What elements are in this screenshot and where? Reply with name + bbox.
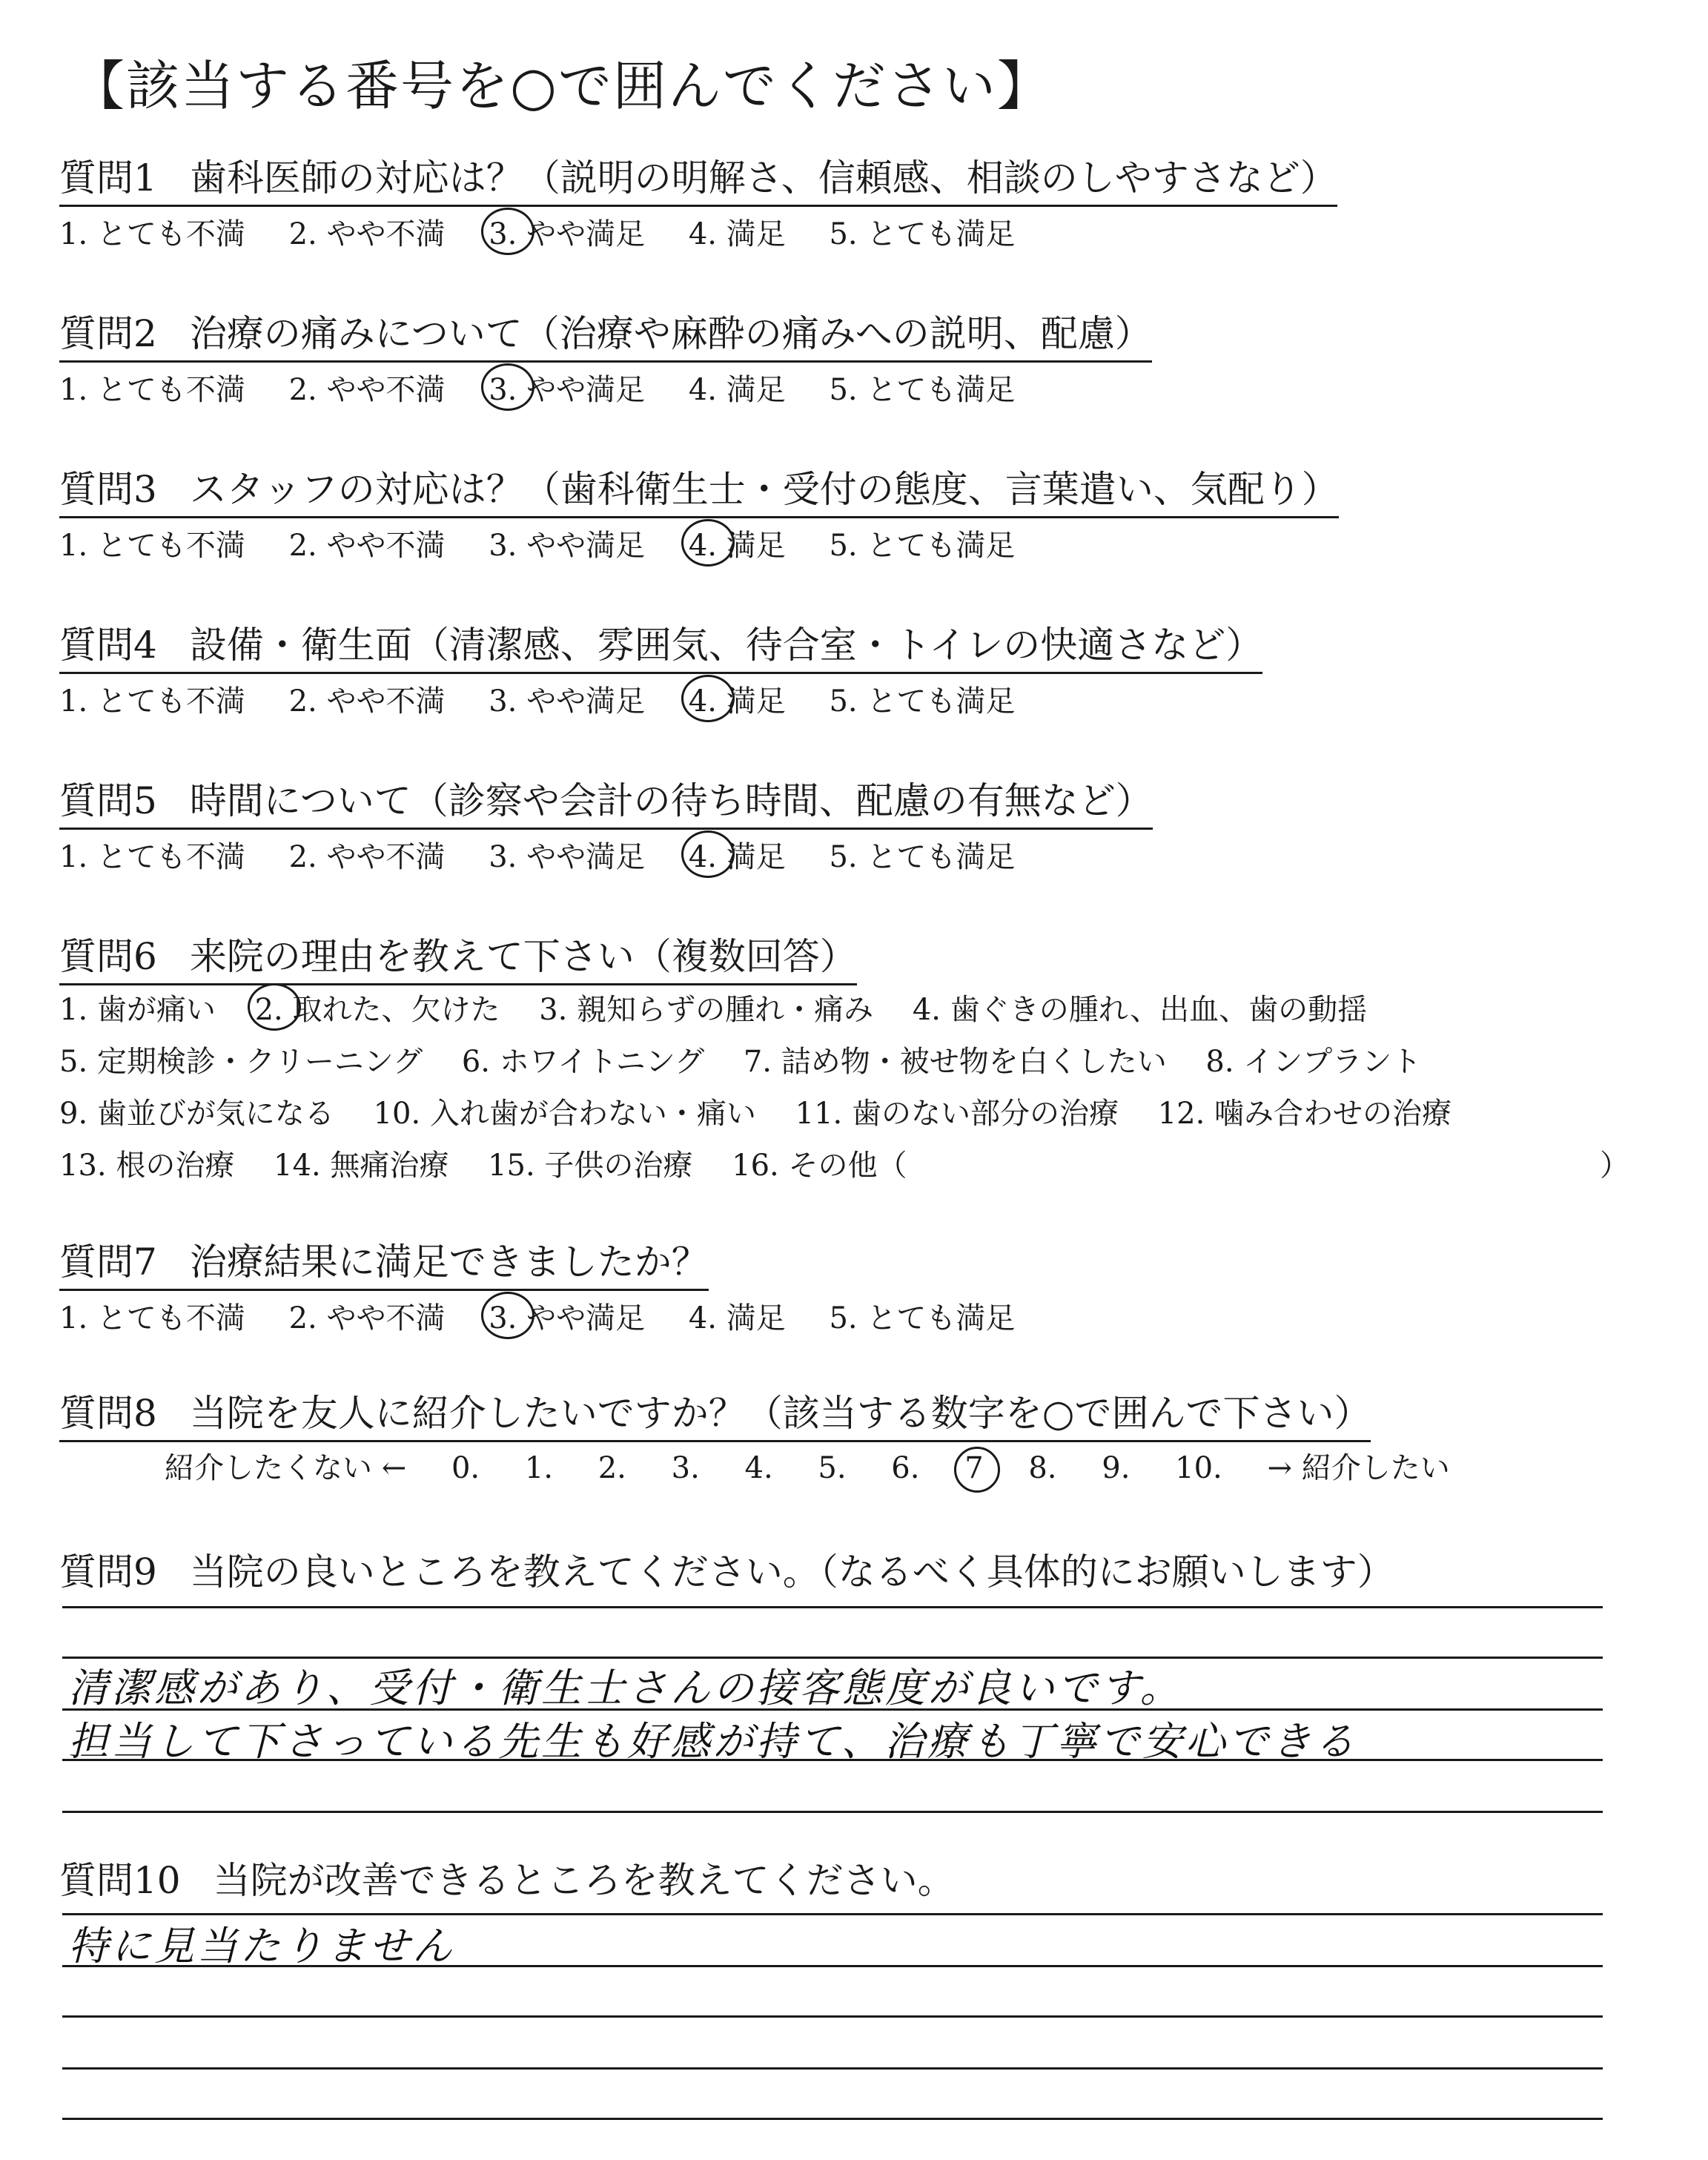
question-number: 質問9 [59, 1550, 157, 1593]
question-6-row-3 [59, 1090, 1481, 1132]
option-2[interactable]: 2. やや不満 [288, 1301, 446, 1335]
question-text: 当院の良いところを教えてください。（なるべく具体的にお願いします） [189, 1550, 1394, 1593]
scale-right-label: → 紹介したい [1267, 1451, 1450, 1485]
scale-8[interactable]: 8. [1028, 1451, 1057, 1485]
q9-handwritten-answer-1[interactable]: 清潔感があり、受付・衛生士さんの接客態度が良いです。 [68, 1665, 1183, 1711]
answer-line [62, 2118, 1603, 2120]
scale-7-selected[interactable]: 7 [964, 1451, 984, 1485]
option-1[interactable]: 1. とても不満 [59, 529, 245, 563]
reason-7[interactable]: 7. 詰め物・被せ物を白くしたい [743, 1045, 1167, 1079]
question-text: 来院の理由を教えて下さい（複数回答） [189, 935, 857, 978]
question-number: 質問4 [59, 624, 157, 667]
scale-6[interactable]: 6. [891, 1451, 920, 1485]
reason-10[interactable]: 10. 入れ歯が合わない・痛い [373, 1097, 756, 1131]
reason-12[interactable]: 12. 噛み合わせの治療 [1157, 1097, 1452, 1131]
question-number: 質問5 [59, 779, 157, 822]
question-number: 質問3 [59, 468, 157, 511]
question-6-row-1 [59, 986, 1397, 1028]
option-2[interactable]: 2. やや不満 [288, 217, 446, 251]
question-1-heading [59, 148, 1337, 207]
question-3-heading [59, 460, 1339, 518]
question-number: 質問2 [59, 312, 157, 355]
option-3-selected[interactable]: 3. やや満足 [489, 1295, 645, 1337]
option-5[interactable]: 5. とても満足 [829, 840, 1016, 874]
scale-1[interactable]: 1. [524, 1451, 554, 1485]
question-6-row-4 [59, 1142, 1616, 1184]
scale-9[interactable]: 9. [1102, 1451, 1131, 1485]
option-2[interactable]: 2. やや不満 [288, 529, 446, 563]
recommend-scale [165, 1444, 1486, 1487]
option-1[interactable]: 1. とても不満 [59, 217, 245, 251]
scale-0[interactable]: 0. [451, 1451, 480, 1485]
question-6-heading [59, 927, 857, 985]
question-text: 当院を友人に紹介したいですか？（該当する数字を○で囲んで下さい） [189, 1392, 1371, 1435]
answer-line [62, 2067, 1603, 2070]
option-1[interactable]: 1. とても不満 [59, 840, 245, 874]
option-5[interactable]: 5. とても満足 [829, 217, 1016, 251]
reason-3[interactable]: 3. 親知らずの腫れ・痛み [539, 993, 874, 1027]
question-7-heading [59, 1232, 709, 1291]
question-number: 質問10 [59, 1859, 181, 1902]
option-4-selected[interactable]: 4. 満足 [689, 522, 786, 564]
option-1[interactable]: 1. とても不満 [59, 373, 245, 407]
question-4-heading [59, 615, 1262, 674]
option-5[interactable]: 5. とても満足 [829, 529, 1016, 563]
question-2-heading [59, 304, 1152, 363]
page-title: 【該当する番号を○で囲んでください】 [71, 55, 1052, 117]
option-3[interactable]: 3. やや満足 [489, 529, 646, 563]
option-2[interactable]: 2. やや不満 [288, 840, 446, 874]
option-4[interactable]: 4. 満足 [688, 217, 786, 251]
question-5-heading [59, 771, 1153, 830]
answer-line [62, 1811, 1603, 1813]
option-3[interactable]: 3. やや満足 [489, 840, 646, 874]
option-1[interactable]: 1. とても不満 [59, 684, 245, 719]
option-3-selected[interactable]: 3. やや満足 [489, 366, 645, 409]
option-5[interactable]: 5. とても満足 [829, 373, 1016, 407]
question-text: 治療結果に満足できましたか？ [189, 1241, 709, 1284]
scale-10[interactable]: 10. [1175, 1451, 1222, 1485]
question-number: 質問7 [59, 1241, 157, 1284]
question-number: 質問6 [59, 935, 157, 978]
option-3-selected[interactable]: 3. やや満足 [489, 211, 645, 253]
reason-4[interactable]: 4. 歯ぐきの腫れ、出血、歯の動揺 [912, 993, 1368, 1027]
q9-handwritten-answer-2[interactable]: 担当して下さっている先生も好感が持て、治療も丁寧で安心できる [68, 1718, 1357, 1765]
question-text: 時間について（診察や会計の待ち時間、配慮の有無など） [189, 779, 1153, 822]
question-number: 質問1 [59, 156, 157, 199]
question-2-options [59, 366, 1049, 409]
option-2[interactable]: 2. やや不満 [288, 684, 446, 719]
question-6-row-2 [59, 1038, 1451, 1080]
question-8-heading [59, 1384, 1371, 1442]
reason-2-selected[interactable]: 2. 取れた、欠けた [255, 986, 500, 1028]
option-4-selected[interactable]: 4. 満足 [689, 833, 786, 876]
option-4-selected[interactable]: 4. 満足 [689, 678, 786, 720]
reason-15[interactable]: 15. 子供の治療 [488, 1149, 693, 1183]
q10-handwritten-answer[interactable]: 特に見当たりません [68, 1923, 455, 1969]
scale-5[interactable]: 5. [818, 1451, 847, 1485]
question-3-options [59, 522, 1049, 564]
question-text: 設備・衛生面（清潔感、雰囲気、待合室・トイレの快適さなど） [189, 624, 1263, 667]
reason-9[interactable]: 9. 歯並びが気になる [59, 1097, 334, 1131]
option-3[interactable]: 3. やや満足 [489, 684, 646, 719]
question-4-options [59, 678, 1049, 720]
option-4[interactable]: 4. 満足 [688, 1301, 786, 1335]
reason-16-other[interactable]: 16. その他（ [732, 1149, 907, 1183]
question-text: スタッフの対応は？（歯科衛生士・受付の態度、言葉遣い、気配り） [189, 468, 1339, 511]
scale-2[interactable]: 2. [598, 1451, 626, 1485]
option-5[interactable]: 5. とても満足 [829, 1301, 1016, 1335]
reason-14[interactable]: 14. 無痛治療 [274, 1149, 449, 1183]
option-2[interactable]: 2. やや不満 [288, 373, 446, 407]
scale-left-label: 紹介したくない ← [165, 1451, 407, 1485]
option-5[interactable]: 5. とても満足 [829, 684, 1016, 719]
reason-6[interactable]: 6. ホワイトニング [461, 1045, 705, 1079]
scale-3[interactable]: 3. [671, 1451, 700, 1485]
question-1-options [59, 211, 1049, 253]
reason-5[interactable]: 5. 定期検診・クリーニング [59, 1045, 423, 1079]
option-4[interactable]: 4. 満足 [688, 373, 786, 407]
answer-line [62, 1606, 1603, 1608]
scale-4[interactable]: 4. [744, 1451, 773, 1485]
question-number: 質問8 [59, 1392, 157, 1435]
reason-13[interactable]: 13. 根の治療 [59, 1149, 235, 1183]
question-text: 当院が改善できるところを教えてください。 [213, 1859, 955, 1902]
question-9-heading [59, 1542, 1394, 1599]
reason-1[interactable]: 1. 歯が痛い [59, 993, 216, 1027]
question-7-options [59, 1295, 1049, 1337]
reason-8[interactable]: 8. インプラント [1205, 1045, 1422, 1079]
question-10-heading [59, 1851, 955, 1907]
answer-line [62, 2015, 1603, 2018]
reason-11[interactable]: 11. 歯のない部分の治療 [795, 1097, 1119, 1131]
question-5-options [59, 833, 1049, 876]
question-text: 歯科医師の対応は？（説明の明解さ、信頼感、相談のしやすさなど） [189, 156, 1337, 199]
other-close-paren: ） [1600, 1149, 1629, 1183]
option-1[interactable]: 1. とても不満 [59, 1301, 245, 1335]
question-text: 治療の痛みについて（治療や麻酔の痛みへの説明、配慮） [189, 312, 1152, 355]
